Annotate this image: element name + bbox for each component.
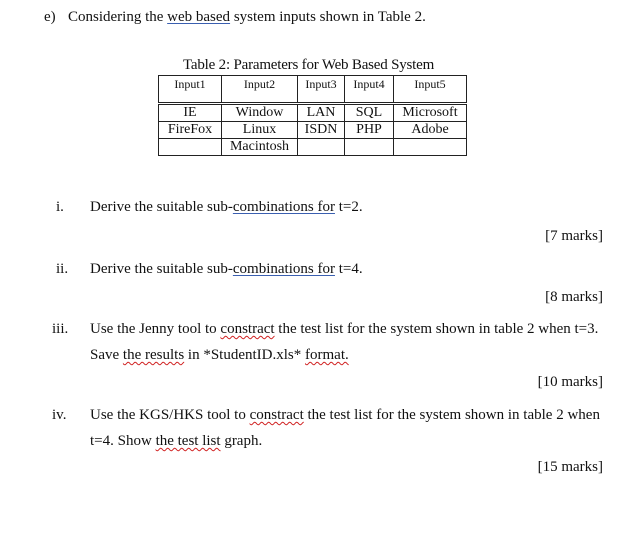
- table-header-cell: Input5: [394, 76, 467, 104]
- table-cell: SQL: [345, 104, 394, 122]
- table-cell: [298, 139, 345, 156]
- spellcheck-flagged-word: format.: [305, 347, 349, 363]
- question-text-part: the test list for the system shown in table 2 when: [303, 407, 600, 423]
- table-cell: [394, 139, 467, 156]
- spellcheck-flagged-word: constract: [249, 407, 304, 423]
- question-text: [90, 194, 363, 220]
- table-cell: PHP: [345, 122, 394, 139]
- question-number: iii.: [52, 321, 69, 337]
- table-header-row: [159, 76, 467, 104]
- table-cell: LAN: [298, 104, 345, 122]
- spellcheck-flagged-phrase: the results: [122, 347, 185, 363]
- question-text: [90, 256, 363, 282]
- intro-underlined-phrase: web based: [167, 9, 231, 25]
- table-header-cell: Input4: [345, 76, 394, 104]
- section-label: e): [44, 9, 56, 25]
- table-cell: Adobe: [394, 122, 467, 139]
- question-text-part: t=4. Show: [90, 433, 156, 449]
- table-cell: Window: [222, 104, 298, 122]
- table-row: [159, 139, 467, 156]
- marks-label: [7 marks]: [545, 228, 603, 244]
- question-number: iv.: [52, 407, 67, 423]
- parameters-table: [158, 75, 467, 156]
- question-text-part: Use the KGS/HKS tool to: [90, 407, 250, 423]
- question-text-line-2: [90, 428, 262, 454]
- question-text-part: graph.: [220, 433, 263, 449]
- table-cell: IE: [159, 104, 222, 122]
- question-text-part: Save: [90, 347, 123, 363]
- table-cell: Microsoft: [394, 104, 467, 122]
- table-cell: Linux: [222, 122, 298, 139]
- marks-label: [15 marks]: [537, 459, 603, 475]
- question-number: ii.: [56, 261, 69, 277]
- intro-text-end: system inputs shown in Table 2.: [230, 9, 426, 25]
- question-text-part: t=4.: [334, 261, 363, 277]
- spellcheck-flagged-phrase: the test list: [155, 433, 221, 449]
- table-header-cell: Input1: [159, 76, 222, 104]
- question-text-part: Use the Jenny tool to: [90, 321, 221, 337]
- spellcheck-flagged-word: constract: [220, 321, 275, 337]
- table-cell: FireFox: [159, 122, 222, 139]
- marks-label: [8 marks]: [545, 289, 603, 305]
- table-cell: Macintosh: [222, 139, 298, 156]
- table-row: [159, 122, 467, 139]
- question-underlined-phrase: combinations for: [232, 199, 335, 215]
- question-text-part: in *StudentID.xls*: [184, 347, 306, 363]
- question-text-part: Derive the suitable sub-: [90, 261, 233, 277]
- intro-paragraph: [44, 9, 426, 26]
- question-number: i.: [56, 199, 64, 215]
- question-text-part: t=2.: [334, 199, 363, 215]
- question-text-part: Derive the suitable sub-: [90, 199, 233, 215]
- question-text-part: the test list for the system shown in table 2 when t=3.: [274, 321, 599, 337]
- table-header-cell: Input3: [298, 76, 345, 104]
- question-underlined-phrase: combinations for: [232, 261, 335, 277]
- table-header-cell: Input2: [222, 76, 298, 104]
- intro-text: Considering the: [68, 9, 168, 25]
- question-text-line-1: [90, 402, 600, 428]
- question-text-line-1: [90, 316, 598, 342]
- table-cell: [345, 139, 394, 156]
- question-text-line-2: [90, 342, 349, 368]
- table-cell: ISDN: [298, 122, 345, 139]
- table-cell: [159, 139, 222, 156]
- marks-label: [10 marks]: [537, 374, 603, 390]
- table-row: [159, 104, 467, 122]
- table-caption: Table 2: Parameters for Web Based System: [183, 57, 435, 73]
